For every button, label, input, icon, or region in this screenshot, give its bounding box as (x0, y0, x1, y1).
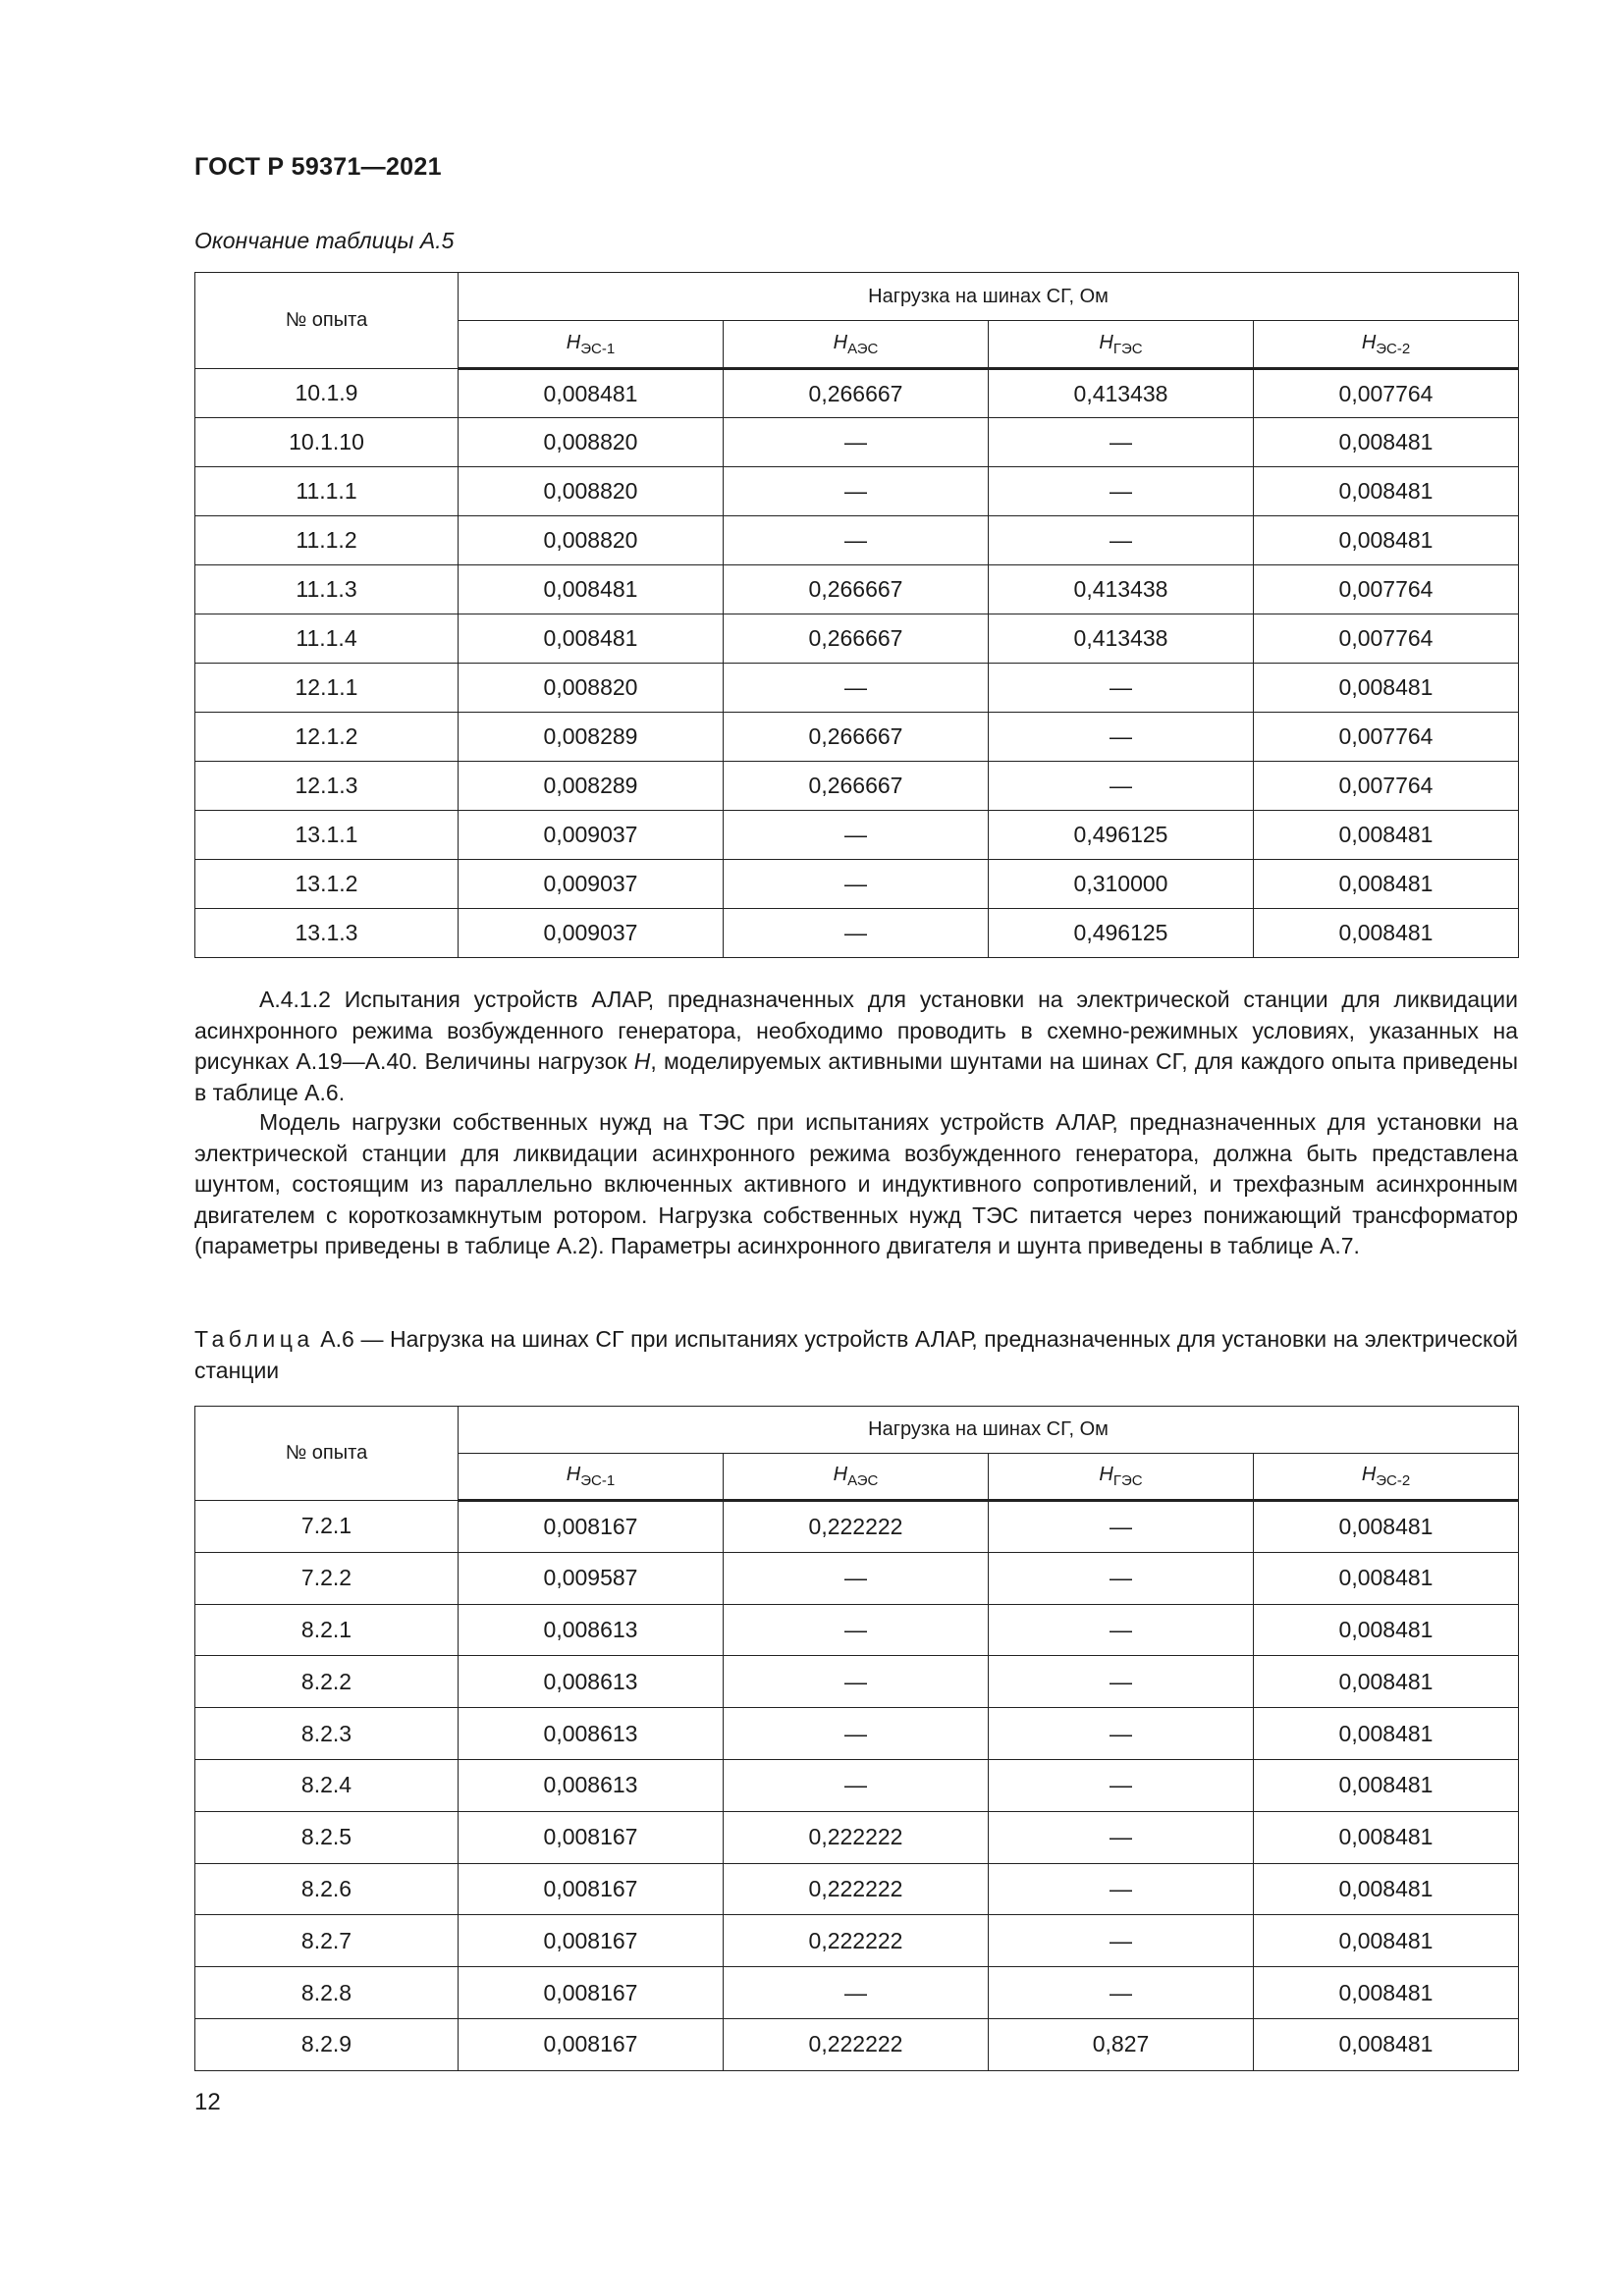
cell-h-aes: 0,266667 (724, 713, 989, 762)
column-header-h-ges: $H_{ГЭС}$ (989, 1454, 1254, 1501)
cell-h-aes: 0,222222 (724, 2018, 989, 2070)
cell-experiment-number: 8.2.6 (195, 1863, 459, 1915)
cell-experiment-number: 7.2.2 (195, 1552, 459, 1604)
table-a6-caption: Таблица А.6 — Нагрузка на шинах СГ при испытаниях устройств АЛАР, предназначенных для установки на электрической станции (194, 1326, 1518, 1383)
cell-h-es1: 0,009037 (459, 909, 724, 958)
cell-h-ges: — (989, 1604, 1254, 1656)
cell-h-ges: — (989, 467, 1254, 516)
cell-experiment-number: 13.1.2 (195, 860, 459, 909)
cell-h-aes: — (724, 467, 989, 516)
table-row (195, 1501, 1519, 1553)
column-group-header-load: Нагрузка на шинах СГ, Ом (459, 273, 1519, 321)
column-header-h-es1: $H_{ЭС-1}$ (459, 321, 724, 369)
cell-h-es2: 0,008481 (1254, 1967, 1519, 2019)
cell-h-es1: 0,008289 (459, 762, 724, 811)
cell-h-aes: 0,222222 (724, 1501, 989, 1553)
cell-h-aes: — (724, 1604, 989, 1656)
table-row (195, 1811, 1519, 1863)
cell-experiment-number: 12.1.1 (195, 664, 459, 713)
cell-h-ges: — (989, 418, 1254, 467)
cell-h-es2: 0,008481 (1254, 1915, 1519, 1967)
cell-h-ges: — (989, 1656, 1254, 1708)
column-header-h-es2: $H_{ЭС-2}$ (1254, 321, 1519, 369)
cell-h-es2: 0,007764 (1254, 369, 1519, 418)
table-row (195, 1552, 1519, 1604)
cell-h-es2: 0,008481 (1254, 2018, 1519, 2070)
cell-h-aes: — (724, 909, 989, 958)
column-header-experiment-number: № опыта (195, 273, 459, 369)
cell-experiment-number: 8.2.2 (195, 1656, 459, 1708)
table-row (195, 1759, 1519, 1811)
cell-experiment-number: 8.2.5 (195, 1811, 459, 1863)
cell-h-es2: 0,008481 (1254, 1863, 1519, 1915)
cell-experiment-number: 11.1.2 (195, 516, 459, 565)
cell-h-aes: 0,266667 (724, 614, 989, 664)
cell-h-es1: 0,008613 (459, 1759, 724, 1811)
table-row (195, 1656, 1519, 1708)
paragraph-tes-load-model: Модель нагрузки собственных нужд на ТЭС при испытаниях устройств АЛАР, предназначенных для установки на электрической станции для ликвидации асинхронного режима возбужденного генератора, должна быть представлена шунтом, состоящим из параллельно включенных активного и индуктивного сопротивлений, и трехфазным асинхронным двигателем с короткозамкнутым ротором. Нагрузка собственных нужд ТЭС питается через понижающий трансформатор (параметры приведены в таблице А.2). Параметры асинхронного двигателя и шунта приведены в таблице А.7. (194, 1109, 1518, 1258)
cell-h-es2: 0,008481 (1254, 909, 1519, 958)
table-a5-caption: Окончание таблицы А.5 (194, 228, 455, 253)
cell-experiment-number: 11.1.3 (195, 565, 459, 614)
cell-h-es1: 0,008820 (459, 664, 724, 713)
cell-h-es2: 0,008481 (1254, 516, 1519, 565)
cell-h-aes: — (724, 664, 989, 713)
cell-h-es2: 0,008481 (1254, 1656, 1519, 1708)
cell-h-es1: 0,008613 (459, 1656, 724, 1708)
cell-h-ges: 0,496125 (989, 811, 1254, 860)
page-number: 12 (194, 2089, 221, 2115)
cell-h-es2: 0,008481 (1254, 860, 1519, 909)
paragraph-a412: А.4.1.2 Испытания устройств АЛАР, предназначенных для установки на электрической станции для ликвидации асинхронного режима возбужденного генератора, необходимо проводить в схемно-режимных условиях, указанных на рисунках А.19—А.40. Величины нагрузок H, моделируемых активными шунтами на шинах СГ, для каждого опыта приведены в таблице А.6. (194, 987, 1518, 1105)
table-row (195, 762, 1519, 811)
cell-experiment-number: 7.2.1 (195, 1501, 459, 1553)
cell-h-ges: — (989, 516, 1254, 565)
table-row (195, 369, 1519, 418)
cell-h-aes: — (724, 811, 989, 860)
cell-h-es1: 0,008613 (459, 1604, 724, 1656)
cell-experiment-number: 13.1.3 (195, 909, 459, 958)
cell-h-ges: — (989, 1915, 1254, 1967)
cell-experiment-number: 12.1.2 (195, 713, 459, 762)
cell-h-es2: 0,008481 (1254, 1552, 1519, 1604)
cell-h-es1: 0,008481 (459, 614, 724, 664)
cell-h-ges: — (989, 1967, 1254, 2019)
cell-h-es1: 0,008167 (459, 2018, 724, 2070)
cell-experiment-number: 11.1.1 (195, 467, 459, 516)
cell-h-ges: — (989, 1708, 1254, 1760)
cell-experiment-number: 8.2.8 (195, 1967, 459, 2019)
cell-h-ges: — (989, 762, 1254, 811)
cell-h-es2: 0,008481 (1254, 811, 1519, 860)
cell-h-aes: — (724, 1759, 989, 1811)
cell-experiment-number: 10.1.10 (195, 418, 459, 467)
cell-h-es2: 0,008481 (1254, 1811, 1519, 1863)
cell-h-aes: — (724, 860, 989, 909)
variable-h: H (633, 1048, 651, 1074)
cell-h-es2: 0,008481 (1254, 1708, 1519, 1760)
cell-h-aes: — (724, 418, 989, 467)
cell-h-ges: — (989, 1811, 1254, 1863)
cell-h-es2: 0,008481 (1254, 467, 1519, 516)
column-header-h-ges: $H_{ГЭС}$ (989, 321, 1254, 369)
table-row (195, 614, 1519, 664)
table-a5-body (195, 369, 1519, 958)
cell-h-es2: 0,008481 (1254, 1604, 1519, 1656)
cell-h-aes: 0,222222 (724, 1915, 989, 1967)
column-header-h-aes: $H_{АЭС}$ (724, 1454, 989, 1501)
table-row (195, 467, 1519, 516)
cell-experiment-number: 8.2.4 (195, 1759, 459, 1811)
table-a5 (194, 272, 1519, 958)
cell-h-ges: — (989, 713, 1254, 762)
cell-h-es2: 0,008481 (1254, 1759, 1519, 1811)
table-row (195, 1863, 1519, 1915)
cell-h-es1: 0,008820 (459, 467, 724, 516)
cell-h-es2: 0,007764 (1254, 762, 1519, 811)
table-row (195, 565, 1519, 614)
cell-h-ges: 0,310000 (989, 860, 1254, 909)
cell-h-ges: — (989, 664, 1254, 713)
table-row (195, 811, 1519, 860)
cell-experiment-number: 11.1.4 (195, 614, 459, 664)
table-row (195, 1967, 1519, 2019)
column-header-h-aes: $H_{АЭС}$ (724, 321, 989, 369)
cell-h-es1: 0,008167 (459, 1863, 724, 1915)
cell-h-ges: 0,413438 (989, 565, 1254, 614)
cell-h-es1: 0,008613 (459, 1708, 724, 1760)
cell-h-es1: 0,008820 (459, 516, 724, 565)
table-row (195, 516, 1519, 565)
cell-h-aes: — (724, 516, 989, 565)
cell-h-ges: — (989, 1501, 1254, 1553)
column-header-h-es1: $H_{ЭС-1}$ (459, 1454, 724, 1501)
table-row (195, 1604, 1519, 1656)
table-row (195, 713, 1519, 762)
cell-h-es2: 0,007764 (1254, 614, 1519, 664)
cell-h-ges: 0,413438 (989, 614, 1254, 664)
table-row (195, 860, 1519, 909)
cell-h-es2: 0,008481 (1254, 1501, 1519, 1553)
cell-h-es1: 0,008820 (459, 418, 724, 467)
column-group-header-load: Нагрузка на шинах СГ, Ом (459, 1407, 1519, 1454)
cell-h-ges: 0,827 (989, 2018, 1254, 2070)
cell-h-es1: 0,009587 (459, 1552, 724, 1604)
cell-h-aes: 0,266667 (724, 762, 989, 811)
cell-h-es1: 0,008167 (459, 1915, 724, 1967)
cell-h-aes: — (724, 1967, 989, 2019)
table-a6-body (195, 1501, 1519, 2071)
cell-experiment-number: 8.2.9 (195, 2018, 459, 2070)
cell-h-aes: — (724, 1656, 989, 1708)
cell-h-aes: — (724, 1552, 989, 1604)
cell-h-es2: 0,008481 (1254, 418, 1519, 467)
column-header-experiment-number: № опыта (195, 1407, 459, 1501)
cell-experiment-number: 13.1.1 (195, 811, 459, 860)
cell-experiment-number: 10.1.9 (195, 369, 459, 418)
cell-h-es1: 0,008167 (459, 1501, 724, 1553)
cell-h-ges: — (989, 1552, 1254, 1604)
cell-h-aes: 0,266667 (724, 369, 989, 418)
cell-h-ges: 0,496125 (989, 909, 1254, 958)
cell-h-ges: — (989, 1863, 1254, 1915)
cell-experiment-number: 8.2.1 (195, 1604, 459, 1656)
cell-h-aes: — (724, 1708, 989, 1760)
table-row (195, 664, 1519, 713)
cell-experiment-number: 8.2.3 (195, 1708, 459, 1760)
cell-experiment-number: 8.2.7 (195, 1915, 459, 1967)
cell-h-aes: 0,222222 (724, 1811, 989, 1863)
cell-h-es2: 0,007764 (1254, 565, 1519, 614)
cell-h-es2: 0,008481 (1254, 664, 1519, 713)
cell-h-ges: — (989, 1759, 1254, 1811)
cell-h-es1: 0,009037 (459, 860, 724, 909)
cell-h-ges: 0,413438 (989, 369, 1254, 418)
cell-h-es1: 0,009037 (459, 811, 724, 860)
table-row (195, 2018, 1519, 2070)
cell-experiment-number: 12.1.3 (195, 762, 459, 811)
table-caption-label: Таблица (194, 1326, 314, 1352)
cell-h-es1: 0,008481 (459, 369, 724, 418)
table-row (195, 1915, 1519, 1967)
cell-h-aes: 0,222222 (724, 1863, 989, 1915)
table-a6 (194, 1406, 1519, 2071)
cell-h-es1: 0,008167 (459, 1967, 724, 2019)
cell-h-aes: 0,266667 (724, 565, 989, 614)
cell-h-es2: 0,007764 (1254, 713, 1519, 762)
document-code: ГОСТ Р 59371—2021 (194, 153, 442, 181)
cell-h-es1: 0,008167 (459, 1811, 724, 1863)
table-row (195, 418, 1519, 467)
cell-h-es1: 0,008289 (459, 713, 724, 762)
table-row (195, 1708, 1519, 1760)
column-header-h-es2: $H_{ЭС-2}$ (1254, 1454, 1519, 1501)
table-row (195, 909, 1519, 958)
cell-h-es1: 0,008481 (459, 565, 724, 614)
